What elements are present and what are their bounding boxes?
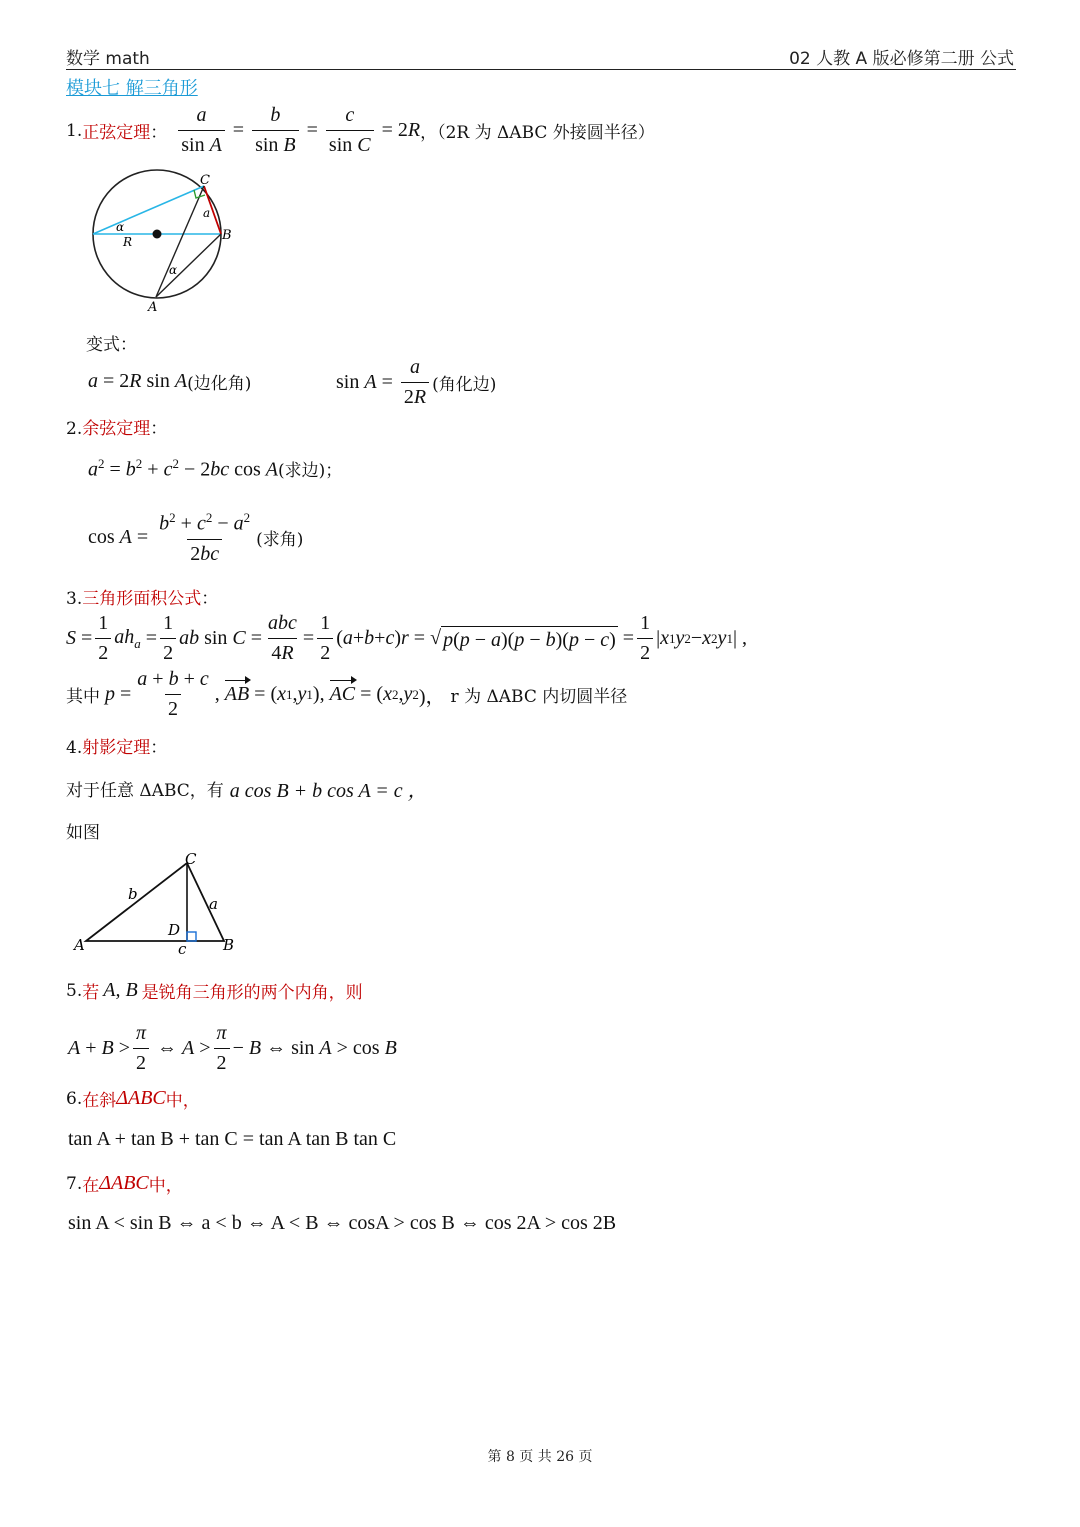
variant-1-note: (边化角) — [187, 374, 252, 394]
chord-to-C — [93, 186, 204, 234]
section-4-number: 4. — [66, 738, 83, 758]
header-right: 02 人教 A 版必修第二册 公式 — [789, 49, 1014, 69]
section-2-note-2: (求角) — [256, 530, 304, 551]
inequality-chain: sin A < sin B ⇔ a < b ⇔ A < B ⇔ cosA > cos B ⇔ cos 2A > cos 2B — [68, 1212, 617, 1234]
fig1-label-B: B — [222, 228, 232, 243]
section-1-line: 1. 正弦定理 ： $\frac{a}{\text{sin A}}$ = $\frac{b}{\text{sin B}}$ = $\frac{c}{\text{sin C}}$ = 2 R ，（2R 为 ΔABC 外接圆半径） — [66, 104, 655, 156]
fig1-label-A: A — [148, 300, 158, 315]
section-2-line: 2.余弦定理： — [66, 419, 168, 439]
variant-2-note: (角化边) — [432, 375, 497, 395]
as-shown-label: 如图 — [66, 823, 100, 843]
projection-text: 对于任意 ΔABC，有 — [66, 781, 224, 801]
section-4-line: 4.射影定理： — [66, 738, 168, 758]
center-dot — [153, 230, 162, 239]
section-3-number: 3. — [66, 589, 83, 609]
fig1-label-a: a — [203, 206, 211, 220]
fig2-label-a: a — [209, 895, 218, 913]
circumcircle-figure — [86, 165, 246, 315]
section-7-triangle: ΔABC — [99, 1172, 149, 1194]
fig2-label-C: C — [185, 850, 197, 868]
area-where-line: 其中 p = $\frac{a + b + c}{2}$ , AB = ( x 1 , y 1 ), AC = ( x 2 , y 2 )， r 为 ΔABC 内切圆半径 — [66, 668, 628, 720]
tangent-identity: tan A + tan B + tan C = tan A tan B tan C — [68, 1128, 397, 1150]
section-1-number: 1. — [66, 120, 83, 141]
triangle-ABC — [86, 863, 224, 941]
fig2-label-b: b — [128, 885, 138, 903]
section-4-title: 射影定理 — [82, 738, 151, 758]
variant-2: sin A = $\frac{a}{2R}$ (角化边) — [336, 356, 497, 408]
header-rule — [66, 69, 1016, 70]
section-3-line: 3.三角形面积公式： — [66, 589, 219, 609]
section-6-line — [66, 1086, 200, 1111]
sine-law-formula: $\frac{a}{\text{sin A}}$ = $\frac{b}{\text{sin B}}$ = $\frac{c}{\text{sin C}}$ = 2 R — [175, 104, 420, 157]
page-footer: 第 8 页 共 26 页 — [487, 1449, 593, 1465]
cosine-law-angle: cos A = $\frac{b^2 + c^2 - a^2}{2bc}$ (求角) — [88, 510, 304, 565]
section-1-title: 正弦定理 — [82, 123, 151, 143]
section-5-title: 是锐角三角形的两个内角，则 — [141, 983, 363, 1003]
section-7-line — [66, 1171, 183, 1196]
side-CA-line — [156, 186, 204, 297]
fig1-label-alpha-left: α — [116, 220, 125, 234]
fig1-label-C: C — [200, 173, 210, 188]
fig1-label-R: R — [123, 235, 133, 249]
section-7-pre: 在 — [82, 1176, 100, 1196]
section-6-number: 6. — [66, 1088, 83, 1109]
section-3-title: 三角形面积公式 — [82, 589, 202, 609]
right-angle-mark — [194, 190, 205, 198]
fig2-label-D: D — [168, 921, 181, 939]
section-5-pre: 若 — [82, 983, 100, 1003]
section-6-triangle: ΔABC — [116, 1087, 166, 1109]
header-left: 数学 math — [66, 49, 150, 69]
section-5-line — [66, 978, 363, 1003]
fig1-label-alpha-bottom: α — [169, 263, 178, 277]
fig2-label-c: c — [178, 940, 187, 958]
right-angle-marker — [187, 932, 196, 941]
fig2-label-A: A — [74, 936, 85, 954]
section-1-note: ，（2R 为 ΔABC 外接圆半径） — [420, 123, 655, 143]
fig2-label-B: B — [223, 936, 235, 954]
section-2-note-1: (求边)； — [278, 461, 343, 482]
section-6-pre: 在斜 — [82, 1091, 117, 1111]
section-6-post: 中， — [165, 1091, 200, 1111]
projection-triangle-figure — [72, 848, 242, 960]
area-formula: S = $\frac{1}{2}$ $ah_a$ = $\frac{1}{2}$ ab sin C = $\frac{\text{abc}}{4R}$ = $\frac{1}{2}$ ( a + b + c ) r = √ p(p − a)(p − b)(p − c) = $\frac{1}{2}$ | x 1 y 2 − x 2 y 1 | , — [66, 612, 747, 664]
section-5-number: 5. — [66, 980, 83, 1001]
variant-1: a = 2R sin A (边化角) — [88, 370, 252, 394]
projection-statement — [66, 774, 428, 803]
section-5-vars: A, B — [103, 979, 138, 1001]
side-BA-line — [156, 234, 221, 297]
section-2-title: 余弦定理 — [82, 419, 151, 439]
cosine-law-side: $a^2 = b^2 + c^2 - 2bc$ cos A (求边)； — [88, 456, 343, 482]
section-7-number: 7. — [66, 1173, 83, 1194]
variant-label: 变式： — [86, 335, 137, 355]
module-title: 模块七 解三角形 — [66, 78, 198, 99]
section-2-number: 2. — [66, 419, 83, 439]
incircle-note: r 为 ΔABC 内切圆半径 — [450, 687, 628, 707]
section-7-post: 中， — [148, 1176, 183, 1196]
where-label: 其中 — [66, 687, 100, 707]
acute-angle-formula: A + B > $\frac{\pi}{2}$ ⇔ A > $\frac{\pi}{2}$ − B ⇔ sin A > cos B — [68, 1022, 397, 1074]
projection-formula: a cos B + b cos A = c ， — [229, 780, 428, 802]
